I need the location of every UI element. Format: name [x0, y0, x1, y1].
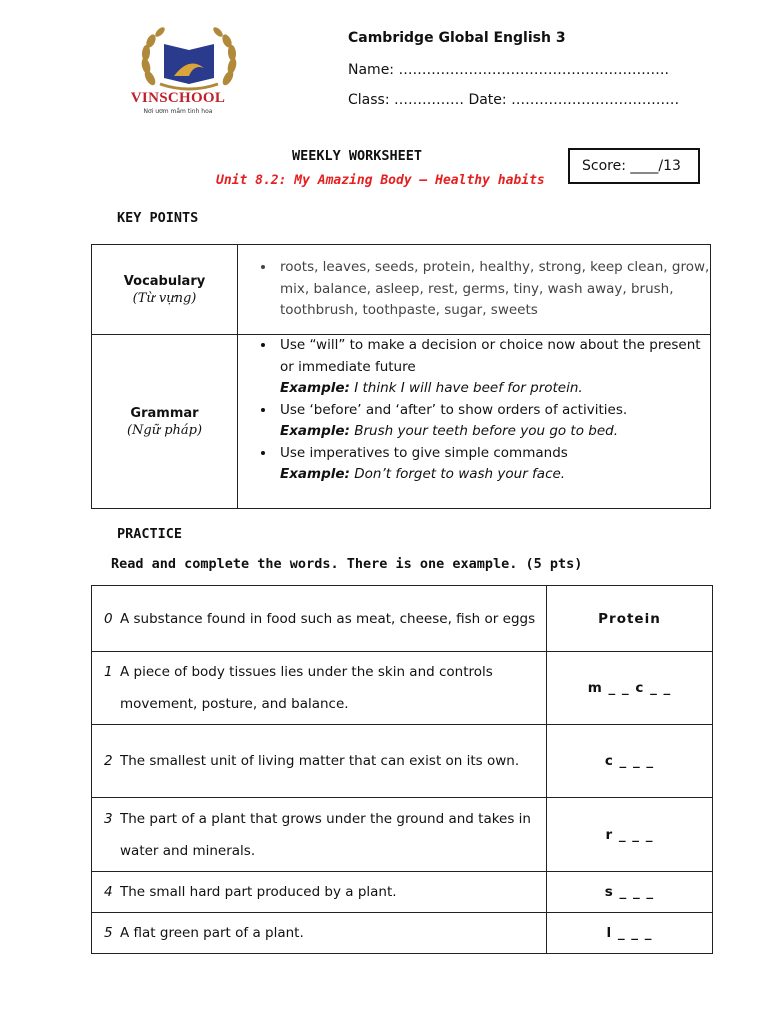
- question-cell: [92, 586, 547, 652]
- grammar-label-cell: [92, 335, 238, 509]
- score-box: Score: ____/13: [568, 148, 700, 184]
- question-text: A piece of body tissues lies under the skin and controls movement, posture, and balance.: [120, 664, 493, 712]
- practice-instruction: Read and complete the words. There is one example. (5 pts): [111, 556, 583, 572]
- question-text: The smallest unit of living matter that can exist on its own.: [120, 753, 520, 769]
- table-row: [92, 872, 713, 913]
- school-logo-text: VINSCHOOL: [130, 90, 226, 106]
- question-number: 0: [104, 610, 113, 627]
- vocabulary-label: Vocabulary: [123, 273, 206, 289]
- example-text: Brush your teeth before you go to bed.: [349, 423, 619, 439]
- laurel-book-emblem-icon: [134, 26, 244, 96]
- answer-cell[interactable]: r _ _ _: [547, 798, 713, 872]
- key-points-table: [91, 244, 711, 509]
- table-row: [92, 913, 713, 954]
- grammar-rule: Use “will” to make a decision or choice now about the present or immediate future: [280, 337, 701, 375]
- grammar-content-cell: [238, 335, 711, 509]
- grammar-label: Grammar: [130, 405, 199, 421]
- example-label: Example:: [280, 423, 350, 439]
- worksheet-title: WEEKLY WORKSHEET: [292, 148, 423, 164]
- question-text: The small hard part produced by a plant.: [120, 884, 397, 900]
- example-label: Example:: [280, 380, 350, 396]
- question-number: 3: [104, 810, 113, 827]
- question-cell: [92, 652, 547, 725]
- question-cell: [92, 872, 547, 913]
- question-number: 4: [104, 884, 113, 900]
- table-row: [92, 652, 713, 725]
- grammar-rule: Use imperatives to give simple commands: [280, 444, 568, 461]
- key-points-heading: KEY POINTS: [117, 210, 199, 226]
- table-row: [92, 586, 713, 652]
- name-line: Name: ………………………………………………….: [348, 62, 669, 78]
- practice-heading: PRACTICE: [117, 526, 183, 542]
- table-row: [92, 798, 713, 872]
- vocabulary-list: • roots, leaves, seeds, protein, healthy, strong, keep clean, grow, mix, balance, asleep, rest, germs, tiny, wash away, brush, toothbrush, toothpaste, sugar, sweets: [276, 257, 710, 322]
- table-row: [92, 725, 713, 798]
- vocabulary-content-cell: [238, 245, 711, 335]
- example-text: Don’t forget to wash your face.: [349, 466, 566, 482]
- grammar-row: [92, 335, 711, 509]
- grammar-rule: Use ‘before’ and ‘after’ to show orders of activities.: [280, 401, 628, 418]
- class-date-line: Class: …………… Date: ………………………………: [348, 92, 680, 108]
- question-text: A substance found in food such as meat, cheese, fish or eggs: [120, 610, 536, 627]
- answer-cell: Protein: [547, 586, 713, 652]
- grammar-sub: (Ngữ pháp): [126, 422, 203, 438]
- practice-table: [91, 585, 713, 954]
- example-label: Example:: [280, 466, 350, 482]
- question-number: 2: [104, 753, 113, 769]
- answer-cell[interactable]: c _ _ _: [547, 725, 713, 798]
- question-number: 5: [104, 925, 113, 941]
- example-text: I think I will have beef for protein.: [349, 380, 583, 396]
- question-cell: [92, 798, 547, 872]
- vocabulary-label-cell: [92, 245, 238, 335]
- question-cell: [92, 725, 547, 798]
- course-title: Cambridge Global English 3: [348, 30, 566, 46]
- vocabulary-sub: (Từ vựng): [132, 290, 197, 306]
- vocabulary-row: [92, 245, 711, 335]
- question-text: The part of a plant that grows under the ground and takes in water and minerals.: [120, 810, 531, 859]
- question-text: A flat green part of a plant.: [120, 925, 304, 941]
- grammar-item: [276, 443, 710, 486]
- question-number: 1: [104, 664, 113, 680]
- answer-cell[interactable]: s _ _ _: [547, 872, 713, 913]
- question-cell: [92, 913, 547, 954]
- answer-cell[interactable]: l _ _ _: [547, 913, 713, 954]
- unit-title: Unit 8.2: My Amazing Body – Healthy habits: [216, 173, 545, 188]
- answer-cell[interactable]: m _ _ c _ _: [547, 652, 713, 725]
- school-tagline: Nơi ươm mầm tinh hoa: [143, 108, 213, 115]
- grammar-item: [276, 400, 710, 443]
- grammar-item: [276, 335, 710, 400]
